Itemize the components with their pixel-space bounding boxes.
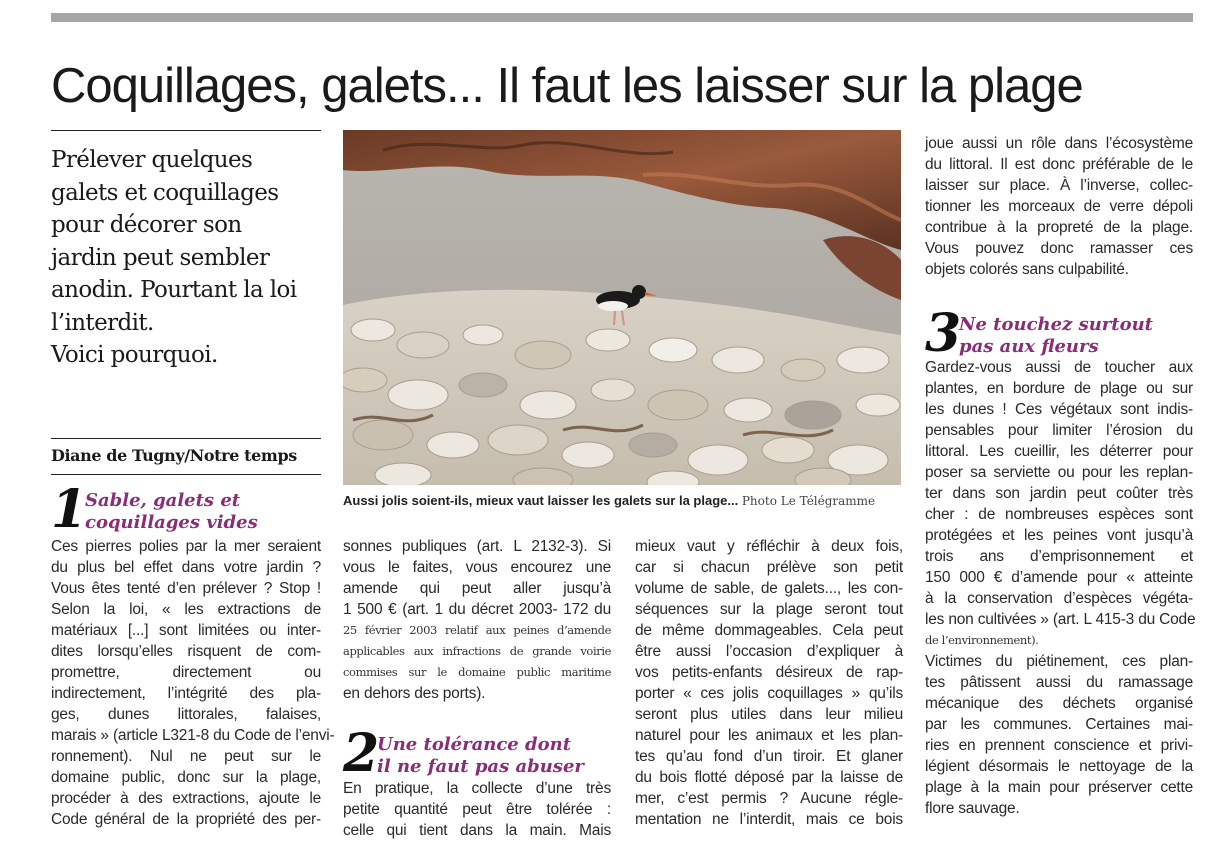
- text-line: promettre, directement ou: [51, 664, 321, 681]
- lead-line: jardin peut sembler: [51, 244, 270, 271]
- article-headline: Coquillages, galets... Il faut les laisser sur la plage: [51, 59, 1083, 113]
- lead-line: l’interdit.: [51, 309, 154, 336]
- byline-bottom-rule: [51, 474, 321, 475]
- text-line: de l’environnement).: [925, 633, 1039, 647]
- lead-line: galets et coquillages: [51, 179, 279, 206]
- section-title-line: il ne faut pas abuser: [377, 756, 584, 777]
- text-line: mieux vaut y réfléchir à deux fois,: [635, 538, 903, 555]
- text-line: laisser sur place. À l’inverse, collec-: [925, 177, 1193, 194]
- text-line: pensables pour limiter l’érosion du: [925, 422, 1193, 439]
- text-line: protégées et les peines vont jusqu’à: [925, 527, 1193, 544]
- text-line: les non cultivées » (art. L 415-3 du Code: [925, 611, 1196, 628]
- text-line: flore sauvage.: [925, 800, 1020, 817]
- text-line: objets colorés sans culpabilité.: [925, 261, 1129, 278]
- column-3: [635, 536, 903, 830]
- section-title-line: pas aux fleurs: [959, 336, 1099, 357]
- text-line: vos petits-enfants désireux de rap-: [635, 664, 903, 681]
- text-line: séquences sur la plage seront tout: [635, 601, 903, 618]
- caption-text: Aussi jolis soient-ils, mieux vaut laisser les galets sur la plage...: [343, 493, 739, 508]
- text-line: volume de sable, de galets..., les con-: [635, 580, 903, 597]
- text-line: tes qu’au fond d’un tiroir. Et glaner: [635, 748, 903, 765]
- text-line: du plus bel effet dans votre jardin ?: [51, 559, 321, 576]
- text-line: tes pâtissent aussi du ramassage: [925, 674, 1193, 691]
- photo-credit: Photo Le Télégramme: [741, 494, 876, 508]
- text-line: porter « ces jolis coquillages » qu’ils: [635, 685, 903, 702]
- text-line: marais » (article L321-8 du Code de l’envi-: [51, 727, 335, 744]
- text-line: commises sur le domaine public maritime: [343, 665, 611, 679]
- text-line: les dunes ! Ces végétaux sont indis-: [925, 401, 1193, 418]
- text-line: sonnes publiques (art. L 2132-3). Si: [343, 538, 611, 555]
- chapo-top-rule: [51, 130, 321, 131]
- text-line: 150 000 € d’amende pour « atteinte: [925, 569, 1193, 586]
- section-title-line: Une tolérance dont: [377, 734, 572, 755]
- text-line: vous le faites, vous encourez une: [343, 559, 611, 576]
- text-line: 25 février 2003 relatif aux peines d’amende: [343, 623, 611, 637]
- text-line: dites lorsqu’elles risquent de com-: [51, 643, 321, 660]
- text-line: Gardez-vous aussi de toucher aux: [925, 359, 1193, 376]
- section-title-line: coquillages vides: [85, 512, 258, 533]
- text-line: Vous êtes tenté d’en prélever ? Stop !: [51, 580, 321, 597]
- author-byline: Diane de Tugny/Notre temps: [51, 446, 297, 465]
- text-line: en dehors des ports).: [343, 685, 486, 702]
- section-number: 1: [51, 479, 88, 540]
- text-line: celle qui tient dans la main. Mais: [343, 822, 611, 839]
- lead-line: pour décorer son: [51, 212, 242, 238]
- text-line: plage à la main pour préserver cette: [925, 779, 1193, 796]
- text-line: amende qui peut aller jusqu’à: [343, 580, 611, 597]
- text-line: car si chacun prélève son petit: [635, 559, 903, 576]
- text-line: petite quantité peut être tolérée :: [343, 801, 611, 818]
- text-line: indirectement, l’intégrité des pla-: [51, 685, 321, 702]
- section-title-line: Sable, galets et: [85, 490, 241, 511]
- section-1-heading: [51, 479, 321, 542]
- text-line: mécanique des déchets organisé: [925, 695, 1193, 712]
- lead-line: Voici pourquoi.: [51, 342, 218, 368]
- text-line: ter dans son jardin peut coûter très: [925, 485, 1193, 502]
- section-title: [85, 490, 258, 534]
- column-2-continued: [343, 778, 611, 841]
- text-line: du bois flotté déposé par la laisse de: [635, 769, 903, 786]
- text-line: Victimes du piétinement, ces plan-: [925, 653, 1193, 670]
- article-lead: [51, 144, 321, 372]
- text-line: légient désormais le nettoyage de la: [925, 758, 1193, 775]
- photo-caption: [343, 493, 903, 508]
- text-line: domaine public, donc sur la plage,: [51, 769, 321, 786]
- text-line: être aussi l’occasion d’expliquer à: [635, 643, 903, 660]
- text-line: procéder à des extractions, ajoute le: [51, 790, 321, 807]
- text-line: trois ans d’emprisonnement et: [925, 548, 1193, 565]
- text-line: du littoral. Il est donc préférable de le: [925, 156, 1193, 173]
- section-number: 2: [343, 723, 380, 784]
- text-line: ronnement). Nul ne peut sur le: [51, 748, 321, 765]
- text-line: applicables aux infractions de grande voirie: [343, 644, 611, 658]
- text-line: Ces pierres polies par la mer seraient: [51, 538, 321, 555]
- text-line: contribue à la propreté de la plage.: [925, 219, 1193, 236]
- text-line: naturel pour les animaux et les plan-: [635, 727, 903, 744]
- column-4: [925, 133, 1193, 280]
- section-title: [959, 314, 1153, 358]
- article-photo: [343, 130, 901, 485]
- text-line: à la conservation d’espèces végéta-: [925, 590, 1193, 607]
- section-number: 3: [925, 303, 962, 364]
- text-line: poser sa serviette ou pour les replan-: [925, 464, 1193, 481]
- text-line: Selon la loi, « les extractions de: [51, 601, 321, 618]
- text-line: tionner les morceaux de verre dépoli: [925, 198, 1193, 215]
- column-4-continued: [925, 357, 1196, 819]
- section-title: [377, 734, 584, 778]
- top-rule-bar: [51, 13, 1193, 22]
- text-line: ges, dunes littorales, falaises,: [51, 706, 321, 723]
- text-line: En pratique, la collecte d’une très: [343, 780, 611, 797]
- text-line: mentation ne l’interdit, mais ce bois: [635, 811, 903, 828]
- text-line: littoral. Les cueillir, les déterrer pour: [925, 443, 1193, 460]
- lead-line: anodin. Pourtant la loi: [51, 277, 297, 303]
- text-line: matériaux [...] sont limitées ou inter-: [51, 622, 321, 639]
- text-line: Code général de la propriété des per-: [51, 811, 321, 828]
- column-1: [51, 536, 335, 830]
- text-line: mer, c’est permis ? Aucune régle-: [635, 790, 903, 807]
- byline-top-rule: [51, 438, 321, 439]
- text-line: plantes, en bordure de plage ou sur: [925, 380, 1193, 397]
- text-line: Vous pouvez donc ramasser ces: [925, 240, 1193, 257]
- text-line: seront plus utiles dans leur milieu: [635, 706, 903, 723]
- column-2: [343, 536, 611, 704]
- text-line: 1 500 € (art. 1 du décret 2003- 172 du: [343, 601, 611, 618]
- text-line: ries en prennent conscience et privi-: [925, 737, 1193, 754]
- section-title-line: Ne touchez surtout: [959, 314, 1153, 335]
- text-line: cher : de nombreuses espèces sont: [925, 506, 1193, 523]
- text-line: par les communes. Certaines mai-: [925, 716, 1193, 733]
- lead-line: Prélever quelques: [51, 147, 253, 173]
- text-line: joue aussi un rôle dans l’écosystème: [925, 135, 1193, 152]
- text-line: de même dommageables. Cela peut: [635, 622, 903, 639]
